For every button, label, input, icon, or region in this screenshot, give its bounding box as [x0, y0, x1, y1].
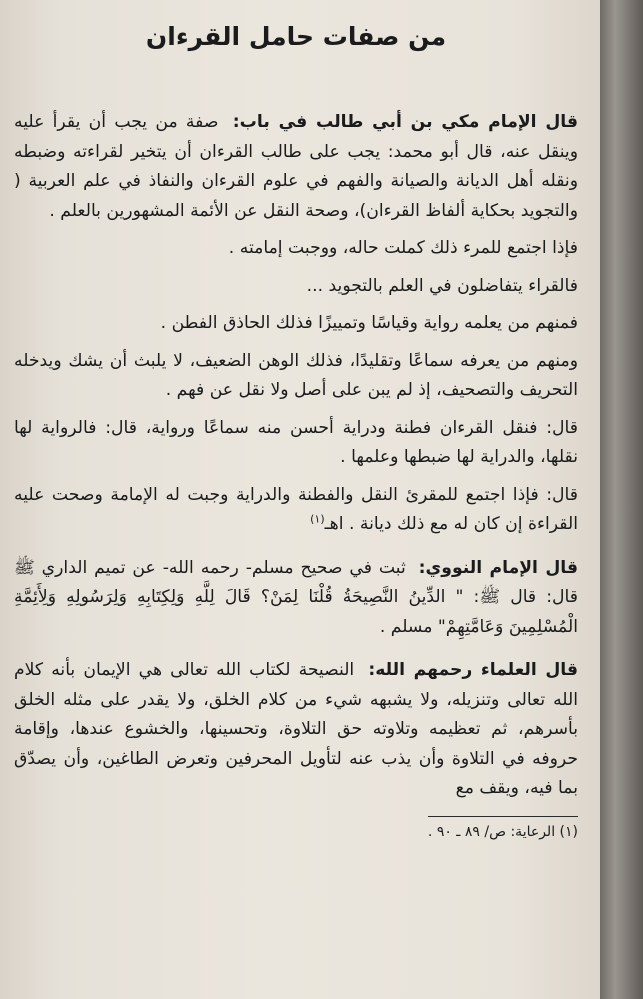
paragraph-lead: قال الإمام النووي: — [418, 557, 578, 578]
paragraph-tajweed: فالقراء يتفاضلون في العلم بالتجويد ... — [306, 275, 578, 296]
paragraph-imamah: فإذا اجتمع للمرء ذلك كملت حاله، ووجبت إمامته . — [228, 238, 578, 258]
footnote-divider — [428, 816, 578, 817]
page-edge-shadow — [600, 0, 643, 999]
paragraph-wahn: ومنهم من يعرفه سماعًا وتقليدًا، فذلك الوهن الضعيف، لا يلبث أن يشك ويدخله التحريف والتصحيف، إذ لم يبن على أصل ولا نقل عن فهم . — [14, 350, 578, 400]
paragraph-text: قال: فإذا اجتمع للمقرئ النقل والفطنة والدراية وجبت له الإمامة وصحت عليه القراءة إن كان له مع ذلك ديانة . اهـ — [14, 484, 578, 534]
page-content — [14, 18, 578, 843]
paragraph-lead: قال العلماء رحمهم الله: — [368, 660, 578, 680]
paragraph-fitnah: قال: فنقل القرءان فطنة ودراية أحسن منه سماعًا ورواية، قال: فالرواية لها نقلها، والدراية لها ضبطها وعلمها . — [14, 417, 578, 467]
paragraph-nawawi — [14, 554, 578, 643]
paragraph-text: صفة من يجب أن يقرأ عليه وينقل عنه، قال أبو محمد: يجب على طالب القرءان أن يتخير لقراءته وضبطه ونقله أهل الديانة والصيانة والفهم في علوم القرءان والنفاذ في علم العربية ( والتجويد بحكاية ألفاظ القرءان)، وصحة النقل عن الأئمة المشهورين بالعلم . — [14, 112, 578, 221]
paragraph-hadhiq: فمنهم من يعلمه رواية وقياسًا وتمييزًا فذلك الحاذق الفطن . — [160, 313, 578, 333]
paragraph-text: النصيحة لكتاب الله تعالى هي الإيمان بأنه كلام الله تعالى وتنزيله، ولا يشبهه شيء من كلام الخلق، ولا يقدر على مثله الخلق بأسرهم، ثم تعظيمه وتلاوته حق التلاوة، وتحسينها، والخشوع عندها، وإقامة حروفه في التلاوة وأن يذب عنه لتأويل المحرفين وتعرض الطاغين، وأن يصدّق بما فيه، ويقف مع — [14, 660, 578, 798]
paragraph-makki — [14, 108, 578, 226]
paragraph-ulama — [14, 656, 578, 804]
footnote: (١) الرعاية: ص/ ٨٩ ـ ٩٠ . — [427, 823, 578, 840]
footnote-mark: (١) — [310, 512, 325, 526]
paragraph-lead: قال الإمام مكي بن أبي طالب في باب: — [232, 112, 578, 132]
paragraph-imamah-conditions — [14, 481, 578, 540]
paragraph-text: ثبت في صحيح مسلم- رحمه الله- عن تميم الداري ﷺ قال: قال ﷺ: " الدِّينُ النَّصِيحَةُ قُلْنَا لِمَنْ؟ قَالَ لِلَّهِ وَلِكِتَابِهِ وَلِرَسُولِهِ وَلِأَئِمَّةِ الْمُسْلِمِينَ وَعَامَّتِهِمْ" مسلم . — [14, 557, 578, 637]
page-title: من صفات حامل القرءان — [145, 22, 447, 51]
